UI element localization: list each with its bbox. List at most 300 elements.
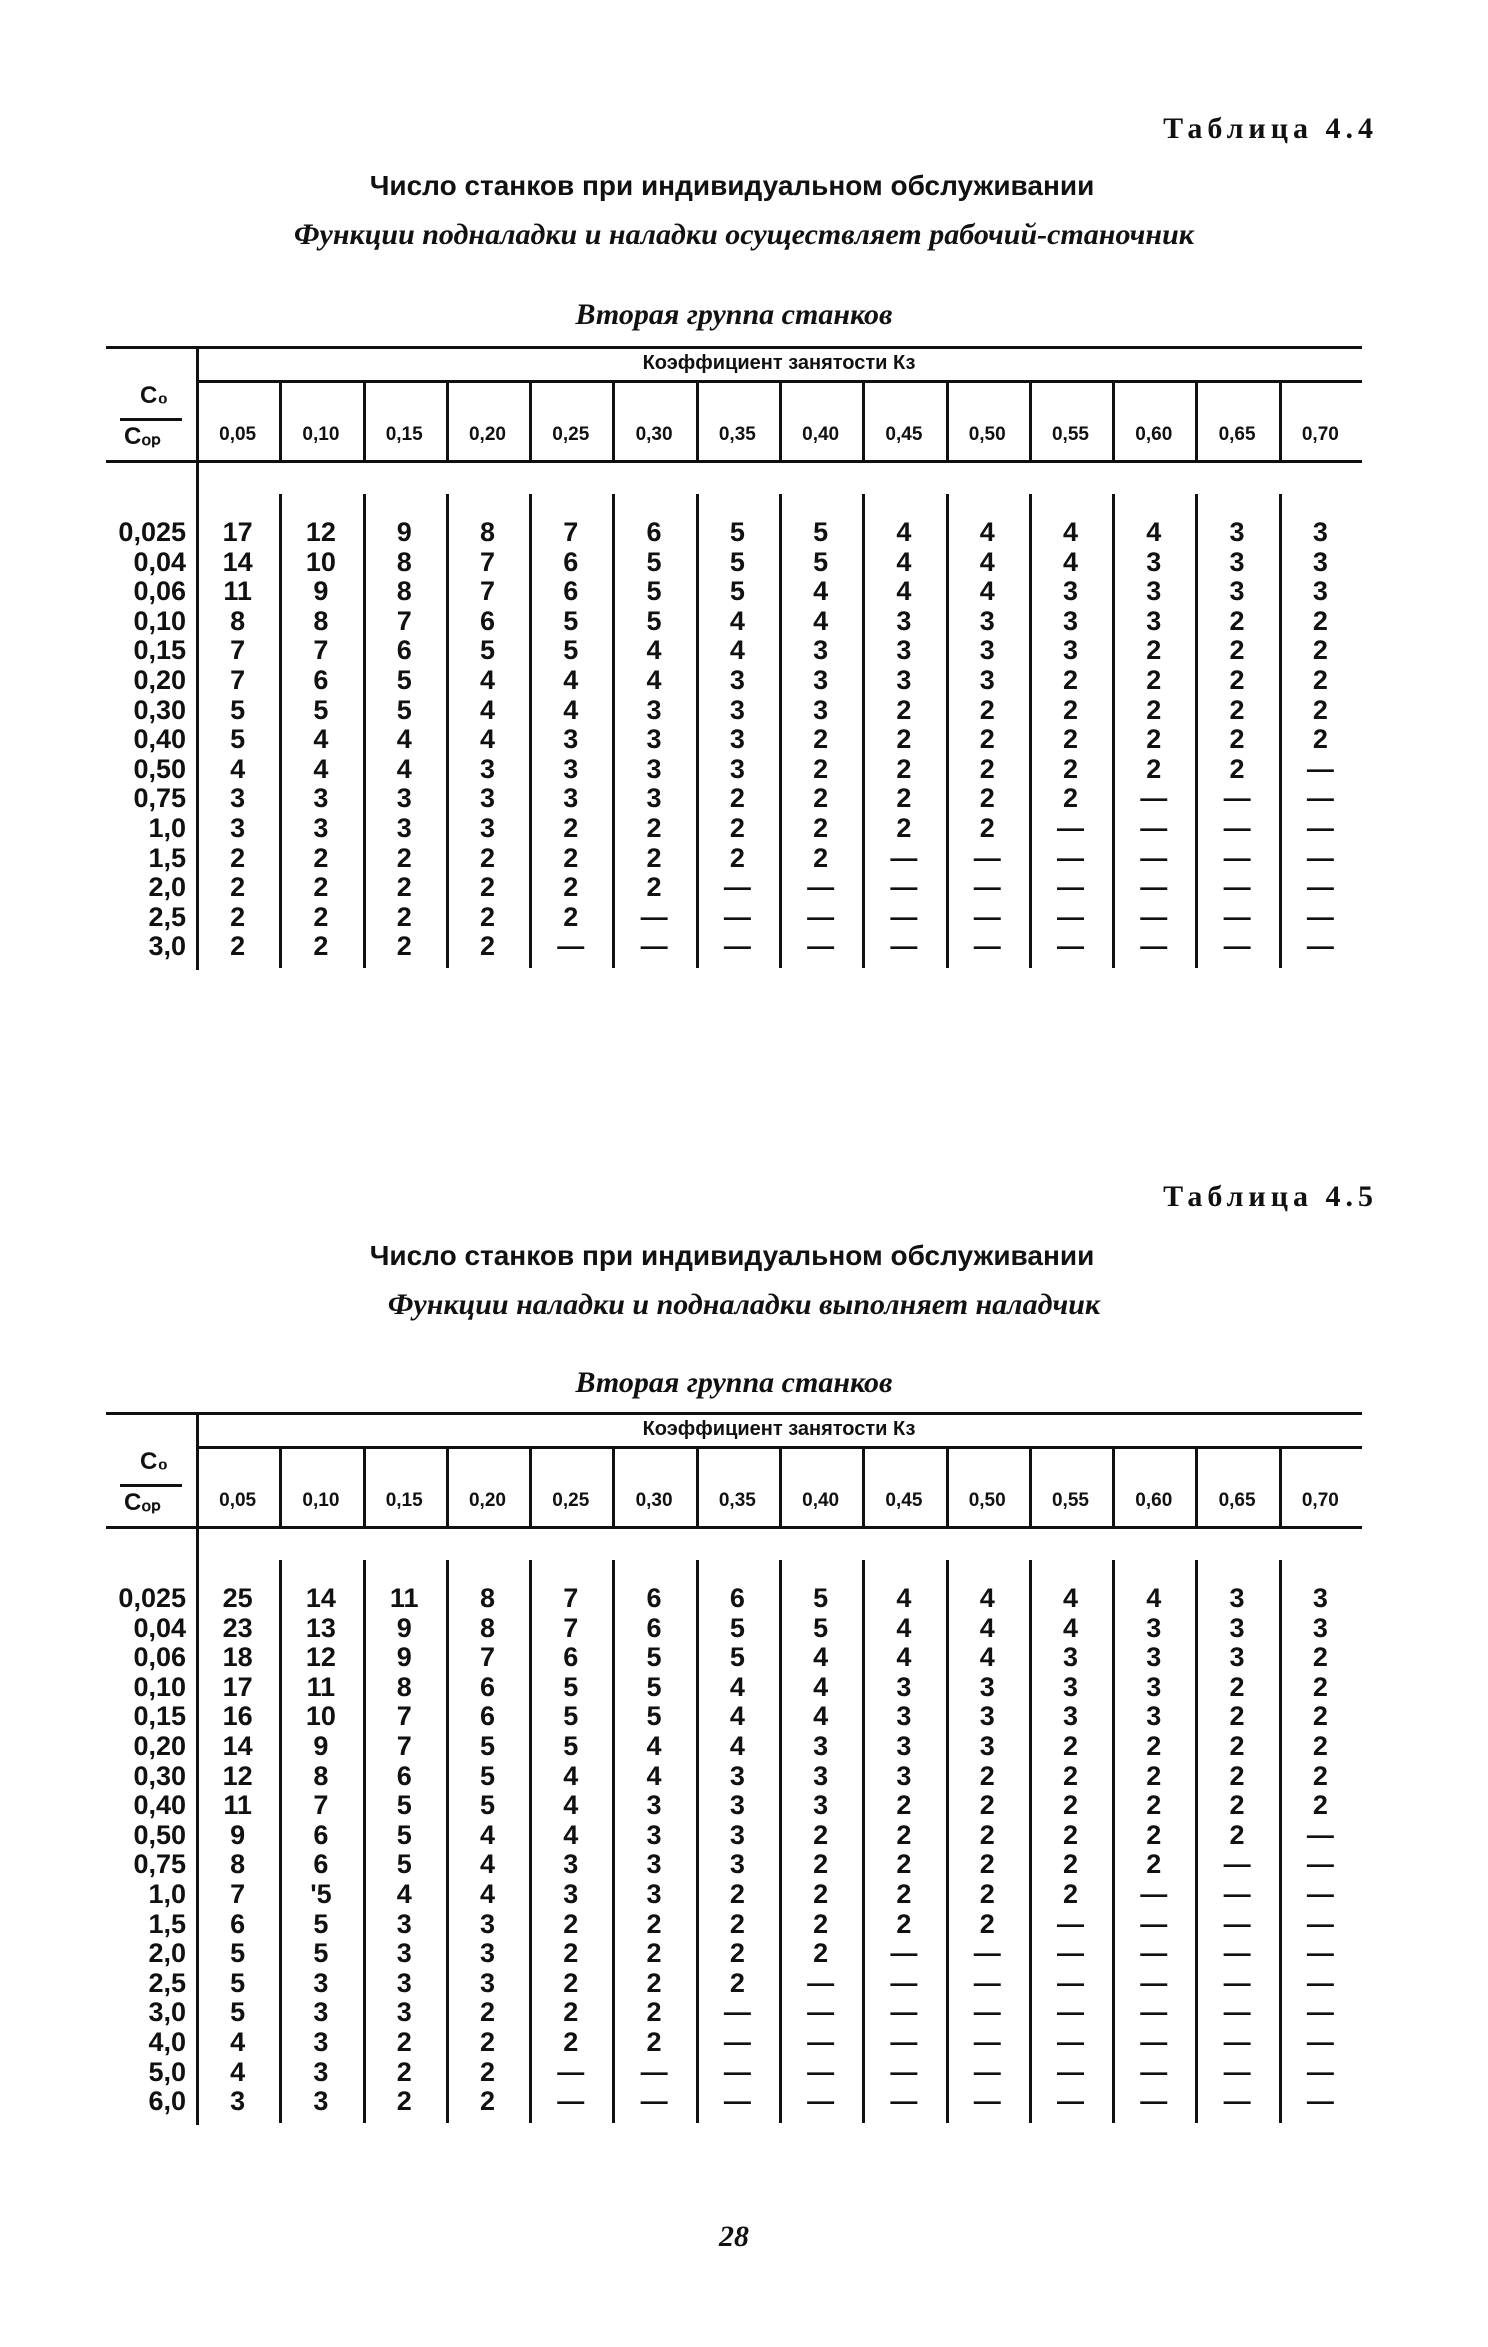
table-cell: — bbox=[1140, 1938, 1168, 1969]
table-cell: 3 bbox=[729, 753, 745, 784]
table-cell: 3 bbox=[1312, 1583, 1328, 1613]
data-column bbox=[946, 518, 1029, 962]
table-cell: — bbox=[973, 2026, 1001, 2057]
table-cell: 5 bbox=[479, 635, 495, 666]
table-cell: 4 bbox=[230, 2026, 246, 2057]
data-column bbox=[696, 1584, 779, 2117]
table-cell: — bbox=[1306, 2026, 1334, 2057]
table-cell: 4 bbox=[813, 1671, 829, 1702]
table-cell: 5 bbox=[813, 1583, 829, 1613]
table-cell: 4 bbox=[479, 664, 495, 695]
table-cell: 4 bbox=[479, 1878, 495, 1909]
table-cell: 2 bbox=[1062, 1730, 1078, 1761]
table-cell: — bbox=[890, 872, 918, 903]
table-cell: 2 bbox=[1062, 1760, 1078, 1791]
table-cell: — bbox=[807, 1997, 835, 2028]
table-cell: 3 bbox=[1062, 605, 1078, 636]
k-value: 0,05 bbox=[219, 424, 257, 445]
table-cell: 2 bbox=[729, 1938, 745, 1969]
table-cell: 6 bbox=[646, 1612, 662, 1643]
table-cell: 7 bbox=[479, 576, 495, 607]
table-title: Число станков при индивидуальном обслуживании bbox=[369, 170, 1095, 201]
table-cell: — bbox=[723, 2026, 751, 2057]
table-cell: 5 bbox=[396, 1790, 412, 1821]
header-column-divider bbox=[612, 1446, 615, 1526]
table-cell: 2 bbox=[479, 2026, 495, 2057]
row-label: 0,025 bbox=[118, 1583, 186, 1613]
row-label: 0,04 bbox=[133, 546, 186, 577]
table-cell: 2 bbox=[1146, 724, 1162, 755]
table-cell: 4 bbox=[563, 1819, 579, 1850]
row-label: 0,15 bbox=[133, 635, 186, 666]
table-cell: — bbox=[1306, 842, 1334, 873]
data-column bbox=[1195, 1584, 1278, 2117]
table-cell: 8 bbox=[396, 1671, 412, 1702]
table-cell: — bbox=[1056, 842, 1084, 873]
table-cell: — bbox=[1223, 812, 1251, 843]
table-cell: — bbox=[723, 901, 751, 932]
table-cell: 9 bbox=[313, 576, 329, 607]
table-number: Таблица 4.4 bbox=[1163, 112, 1378, 145]
table-cell: 4 bbox=[1146, 517, 1162, 547]
header-column-divider bbox=[1195, 1446, 1198, 1526]
table-cell: 3 bbox=[479, 1938, 495, 1969]
header-column-divider bbox=[279, 1446, 282, 1526]
table-cell: 2 bbox=[813, 724, 829, 755]
table-cell: — bbox=[1056, 2056, 1084, 2087]
table-cell: — bbox=[1223, 1849, 1251, 1880]
table-cell: 3 bbox=[1312, 546, 1328, 577]
table-cell: 4 bbox=[896, 1612, 912, 1643]
table-cell: 5 bbox=[729, 576, 745, 607]
table-cell: — bbox=[890, 2056, 918, 2087]
table-cell: 5 bbox=[313, 694, 329, 725]
table-cell: 2 bbox=[646, 1908, 662, 1939]
table-cell: 2 bbox=[563, 1938, 579, 1969]
table-cell: 2 bbox=[1229, 724, 1245, 755]
header-column-divider bbox=[1279, 380, 1282, 460]
table-cell: — bbox=[1306, 1967, 1334, 1998]
table-cell: 6 bbox=[479, 605, 495, 636]
table-cell: — bbox=[1056, 1938, 1084, 1969]
table-cell: — bbox=[973, 1967, 1001, 1998]
k-value: 0,10 bbox=[302, 1490, 340, 1511]
row-label: 1,5 bbox=[148, 1908, 186, 1939]
table-cell: 5 bbox=[230, 1967, 246, 1998]
table-cell: 2 bbox=[979, 753, 995, 784]
row-label: 5,0 bbox=[148, 2056, 186, 2087]
table-cell: — bbox=[1056, 812, 1084, 843]
table-cell: 4 bbox=[396, 1878, 412, 1909]
table-cell: 2 bbox=[1229, 694, 1245, 725]
table-cell: 4 bbox=[1146, 1583, 1162, 1613]
data-column bbox=[862, 1584, 945, 2117]
row-label: 0,40 bbox=[133, 724, 186, 755]
table-cell: 5 bbox=[396, 1849, 412, 1880]
table-cell: 3 bbox=[1146, 605, 1162, 636]
table-cell: 7 bbox=[396, 1701, 412, 1732]
header-column-divider bbox=[446, 380, 449, 460]
table-cell: 7 bbox=[230, 664, 246, 695]
table-cell: — bbox=[1140, 2026, 1168, 2057]
table-cell: 13 bbox=[305, 1612, 336, 1643]
table-cell: 5 bbox=[646, 1671, 662, 1702]
row-label: 0,10 bbox=[133, 1671, 186, 1702]
table-cell: 2 bbox=[896, 724, 912, 755]
table-cell: 8 bbox=[479, 517, 495, 547]
table-cell: 6 bbox=[479, 1701, 495, 1732]
header-column-divider bbox=[946, 1446, 949, 1526]
table-cell: 4 bbox=[479, 1849, 495, 1880]
k-value: 0,45 bbox=[885, 1490, 923, 1511]
table-cell: 3 bbox=[646, 783, 662, 814]
table-cell: 2 bbox=[1229, 753, 1245, 784]
table-cell: 3 bbox=[563, 783, 579, 814]
table-cell: 3 bbox=[1146, 576, 1162, 607]
table-cell: 2 bbox=[979, 1849, 995, 1880]
table-cell: 3 bbox=[396, 783, 412, 814]
table-cell: — bbox=[973, 901, 1001, 932]
table-cell: 6 bbox=[313, 1849, 329, 1880]
row-label: 0,20 bbox=[133, 1730, 186, 1761]
table-cell: — bbox=[1223, 1997, 1251, 2028]
table-cell: 12 bbox=[222, 1760, 253, 1791]
table-cell: 2 bbox=[563, 872, 579, 903]
ratio-label bbox=[106, 1442, 196, 1522]
table-cell: 2 bbox=[979, 694, 995, 725]
ratio-bar bbox=[120, 418, 182, 421]
table-cell: — bbox=[1056, 1997, 1084, 2028]
table-cell: 2 bbox=[813, 1908, 829, 1939]
table-cell: 3 bbox=[1062, 576, 1078, 607]
table-top-rule bbox=[106, 1412, 1362, 1415]
table-cell: — bbox=[1223, 2056, 1251, 2087]
table-cell: 3 bbox=[1229, 546, 1245, 577]
table-cell: 3 bbox=[563, 1849, 579, 1880]
table-cell: 3 bbox=[479, 1967, 495, 1998]
table-cell: 5 bbox=[563, 1701, 579, 1732]
data-column bbox=[196, 1584, 279, 2117]
table-cell: 3 bbox=[1229, 1612, 1245, 1643]
table-cell: 5 bbox=[563, 635, 579, 666]
table-cell: 7 bbox=[479, 1642, 495, 1673]
table-cell: 7 bbox=[396, 1730, 412, 1761]
table-cell: 4 bbox=[979, 1583, 995, 1613]
table-cell: 2 bbox=[813, 1819, 829, 1850]
table-cell: 5 bbox=[813, 546, 829, 577]
table-cell: — bbox=[890, 931, 918, 962]
table-cell: 2 bbox=[313, 842, 329, 873]
table-cell: 2 bbox=[479, 842, 495, 873]
table-cell: 17 bbox=[222, 517, 253, 547]
table-cell: — bbox=[973, 842, 1001, 873]
table-cell: 2 bbox=[479, 901, 495, 932]
table-cell: 2 bbox=[1062, 753, 1078, 784]
header-column-divider bbox=[529, 380, 532, 460]
table-cell: 2 bbox=[1312, 1642, 1328, 1673]
table-cell: — bbox=[973, 2086, 1001, 2117]
table-top-rule bbox=[106, 346, 1362, 349]
table-cell: 8 bbox=[479, 1612, 495, 1643]
data-column bbox=[779, 1584, 862, 2117]
table-cell: 3 bbox=[729, 664, 745, 695]
table-cell: 2 bbox=[1312, 1701, 1328, 1732]
header-bottom-rule bbox=[106, 1526, 1362, 1529]
data-column bbox=[1112, 518, 1195, 962]
table-cell: 5 bbox=[230, 694, 246, 725]
table-cell: 5 bbox=[563, 605, 579, 636]
table-cell: 5 bbox=[646, 605, 662, 636]
data-column bbox=[1029, 1584, 1112, 2117]
table-cell: 4 bbox=[896, 576, 912, 607]
data-column bbox=[946, 1584, 1029, 2117]
table-cell: — bbox=[1140, 1967, 1168, 1998]
table-cell: 9 bbox=[396, 517, 412, 547]
table-cell: 4 bbox=[230, 2056, 246, 2087]
header-coefficient: Коэффициент занятости Кз bbox=[642, 1418, 916, 1440]
table-cell: 18 bbox=[222, 1642, 253, 1673]
table-cell: 2 bbox=[896, 783, 912, 814]
table-cell: '5 bbox=[310, 1878, 332, 1909]
table-cell: 4 bbox=[813, 605, 829, 636]
table-cell: 4 bbox=[563, 694, 579, 725]
table-cell: 3 bbox=[646, 1849, 662, 1880]
table-cell: 3 bbox=[563, 724, 579, 755]
table-cell: — bbox=[1140, 931, 1168, 962]
table-cell: — bbox=[1306, 1938, 1334, 1969]
k-value: 0,45 bbox=[885, 424, 923, 445]
row-label: 0,40 bbox=[133, 1790, 186, 1821]
table-cell: 2 bbox=[396, 931, 412, 962]
table-cell: 3 bbox=[979, 1671, 995, 1702]
table-cell: 4 bbox=[230, 753, 246, 784]
table-cell: — bbox=[1306, 1997, 1334, 2028]
table-cell: 3 bbox=[896, 635, 912, 666]
table-cell: 2 bbox=[646, 842, 662, 873]
table-cell: 4 bbox=[646, 664, 662, 695]
table-cell: 4 bbox=[896, 546, 912, 577]
table-cell: — bbox=[807, 2026, 835, 2057]
k-value: 0,10 bbox=[302, 424, 340, 445]
table-cell: 4 bbox=[479, 1819, 495, 1850]
table-cell: — bbox=[1223, 901, 1251, 932]
table-cell: 3 bbox=[729, 1790, 745, 1821]
table-cell: 5 bbox=[646, 576, 662, 607]
table-cell: 3 bbox=[1229, 1642, 1245, 1673]
table-cell: 3 bbox=[230, 783, 246, 814]
table-cell: — bbox=[1223, 783, 1251, 814]
table-cell: — bbox=[1306, 812, 1334, 843]
table-cell: 2 bbox=[479, 1997, 495, 2028]
table-cell: 6 bbox=[646, 517, 662, 547]
table-cell: 3 bbox=[396, 1997, 412, 2028]
table-cell: 5 bbox=[230, 724, 246, 755]
table-cell: 2 bbox=[563, 1967, 579, 1998]
table-cell: 4 bbox=[979, 576, 995, 607]
table-cell: 6 bbox=[396, 635, 412, 666]
table-cell: — bbox=[557, 931, 585, 962]
table-cell: 2 bbox=[1229, 1760, 1245, 1791]
table-cell: 4 bbox=[1062, 1583, 1078, 1613]
table-cell: 8 bbox=[396, 546, 412, 577]
table-cell: 3 bbox=[1312, 1612, 1328, 1643]
k-value: 0,35 bbox=[718, 1490, 756, 1511]
table-cell: — bbox=[723, 931, 751, 962]
table-cell: — bbox=[723, 2086, 751, 2117]
table-cell: — bbox=[640, 2056, 668, 2087]
row-label: 2,5 bbox=[148, 1967, 186, 1998]
table-cell: 2 bbox=[563, 2026, 579, 2057]
table-cell: 2 bbox=[479, 872, 495, 903]
table-cell: 6 bbox=[313, 664, 329, 695]
row-label: 0,30 bbox=[133, 694, 186, 725]
table-cell: 8 bbox=[230, 605, 246, 636]
table-cell: — bbox=[1306, 783, 1334, 814]
row-label: 2,5 bbox=[148, 901, 186, 932]
k-value: 0,15 bbox=[385, 424, 423, 445]
table-cell: — bbox=[1140, 1878, 1168, 1909]
table-cell: — bbox=[1056, 931, 1084, 962]
table-cell: — bbox=[973, 1938, 1001, 1969]
header-column-divider bbox=[363, 1446, 366, 1526]
table-cell: 2 bbox=[396, 2026, 412, 2057]
table-cell: — bbox=[1306, 1819, 1334, 1850]
table-cell: 5 bbox=[646, 1701, 662, 1732]
row-label: 0,30 bbox=[133, 1760, 186, 1791]
table-cell: 5 bbox=[313, 1908, 329, 1939]
table-cell: 7 bbox=[313, 635, 329, 666]
table-cell: — bbox=[1223, 2026, 1251, 2057]
row-label: 4,0 bbox=[148, 2026, 186, 2057]
table-cell: 9 bbox=[230, 1819, 246, 1850]
header-column-divider bbox=[612, 380, 615, 460]
table-cell: 3 bbox=[646, 724, 662, 755]
table-cell: 2 bbox=[230, 872, 246, 903]
table-cell: — bbox=[1223, 872, 1251, 903]
table-cell: 7 bbox=[313, 1790, 329, 1821]
table-cell: 6 bbox=[479, 1671, 495, 1702]
table-cell: 2 bbox=[729, 842, 745, 873]
row-label: 0,025 bbox=[118, 517, 186, 547]
table-cell: 3 bbox=[646, 1819, 662, 1850]
row-label: 0,20 bbox=[133, 664, 186, 695]
table-cell: 3 bbox=[1146, 1612, 1162, 1643]
table-group: Вторая группа станков bbox=[575, 298, 893, 331]
table-cell: 2 bbox=[563, 1997, 579, 2028]
table-cell: 4 bbox=[979, 517, 995, 547]
ratio-denominator: Cₒₚ bbox=[124, 423, 162, 450]
data-column bbox=[446, 1584, 529, 2117]
table-cell: 12 bbox=[305, 517, 336, 547]
table-cell: 3 bbox=[313, 783, 329, 814]
data-column bbox=[696, 518, 779, 962]
table-cell: 2 bbox=[563, 1908, 579, 1939]
table-cell: 4 bbox=[646, 635, 662, 666]
table-cell: 3 bbox=[1062, 635, 1078, 666]
table-cell: 7 bbox=[396, 605, 412, 636]
table-cell: 2 bbox=[813, 812, 829, 843]
table-cell: 2 bbox=[1312, 724, 1328, 755]
table-cell: — bbox=[640, 901, 668, 932]
table-cell: 3 bbox=[813, 1790, 829, 1821]
table-cell: 2 bbox=[396, 2086, 412, 2117]
table-cell: 7 bbox=[230, 635, 246, 666]
table-cell: 3 bbox=[896, 1760, 912, 1791]
table-cell: 5 bbox=[313, 1938, 329, 1969]
table-cell: 7 bbox=[230, 1878, 246, 1909]
header-column-divider bbox=[1195, 380, 1198, 460]
table-cell: — bbox=[807, 1967, 835, 1998]
table-cell: — bbox=[1140, 812, 1168, 843]
table-cell: 2 bbox=[979, 1790, 995, 1821]
table-cell: 5 bbox=[563, 1730, 579, 1761]
table-cell: 3 bbox=[729, 694, 745, 725]
table-cell: 2 bbox=[979, 783, 995, 814]
table-cell: 3 bbox=[979, 605, 995, 636]
row-labels bbox=[92, 518, 186, 962]
table-cell: 2 bbox=[729, 1878, 745, 1909]
table-cell: 10 bbox=[305, 1701, 336, 1732]
table-cell: — bbox=[1306, 2056, 1334, 2087]
table-cell: — bbox=[1306, 931, 1334, 962]
table-cell: 2 bbox=[813, 783, 829, 814]
table-cell: 2 bbox=[1062, 1790, 1078, 1821]
table-cell: 2 bbox=[313, 872, 329, 903]
table-cell: 3 bbox=[813, 1730, 829, 1761]
k-value: 0,70 bbox=[1301, 1490, 1339, 1511]
table-cell: 3 bbox=[1062, 1642, 1078, 1673]
table-cell: 2 bbox=[979, 1819, 995, 1850]
table-cell: — bbox=[1140, 872, 1168, 903]
table-cell: 4 bbox=[646, 1730, 662, 1761]
table-cell: 6 bbox=[230, 1908, 246, 1939]
table-cell: — bbox=[1306, 872, 1334, 903]
table-cell: 2 bbox=[1146, 635, 1162, 666]
table-cell: — bbox=[1223, 2086, 1251, 2117]
k-value: 0,35 bbox=[718, 424, 756, 445]
table-cell: 3 bbox=[979, 635, 995, 666]
table-cell: 2 bbox=[1229, 664, 1245, 695]
table-cell: 10 bbox=[305, 546, 336, 577]
header-column-divider bbox=[279, 380, 282, 460]
table-cell: 2 bbox=[1146, 1730, 1162, 1761]
table-cell: 2 bbox=[729, 783, 745, 814]
table-cell: — bbox=[973, 872, 1001, 903]
header-column-divider bbox=[862, 1446, 865, 1526]
table-cell: — bbox=[1306, 2086, 1334, 2117]
table-cell: 3 bbox=[646, 1790, 662, 1821]
table-number: Таблица 4.5 bbox=[1163, 1180, 1378, 1213]
table-cell: 4 bbox=[979, 546, 995, 577]
table-cell: 3 bbox=[979, 1730, 995, 1761]
table-cell: 2 bbox=[1312, 1760, 1328, 1791]
table-cell: 2 bbox=[1229, 1790, 1245, 1821]
k-value: 0,20 bbox=[468, 424, 506, 445]
table-cell: 12 bbox=[305, 1642, 336, 1673]
table-cell: 2 bbox=[979, 1760, 995, 1791]
table-4-5 bbox=[106, 1412, 1362, 2125]
table-cell: 2 bbox=[1062, 1849, 1078, 1880]
table-cell: 3 bbox=[396, 1908, 412, 1939]
header-column-divider bbox=[363, 380, 366, 460]
table-cell: 2 bbox=[813, 842, 829, 873]
k-value: 0,55 bbox=[1051, 1490, 1089, 1511]
table-cell: 2 bbox=[396, 901, 412, 932]
table-cell: 2 bbox=[1146, 1819, 1162, 1850]
table-cell: 2 bbox=[1062, 1819, 1078, 1850]
table-cell: — bbox=[1140, 842, 1168, 873]
table-cell: 4 bbox=[1062, 1612, 1078, 1643]
